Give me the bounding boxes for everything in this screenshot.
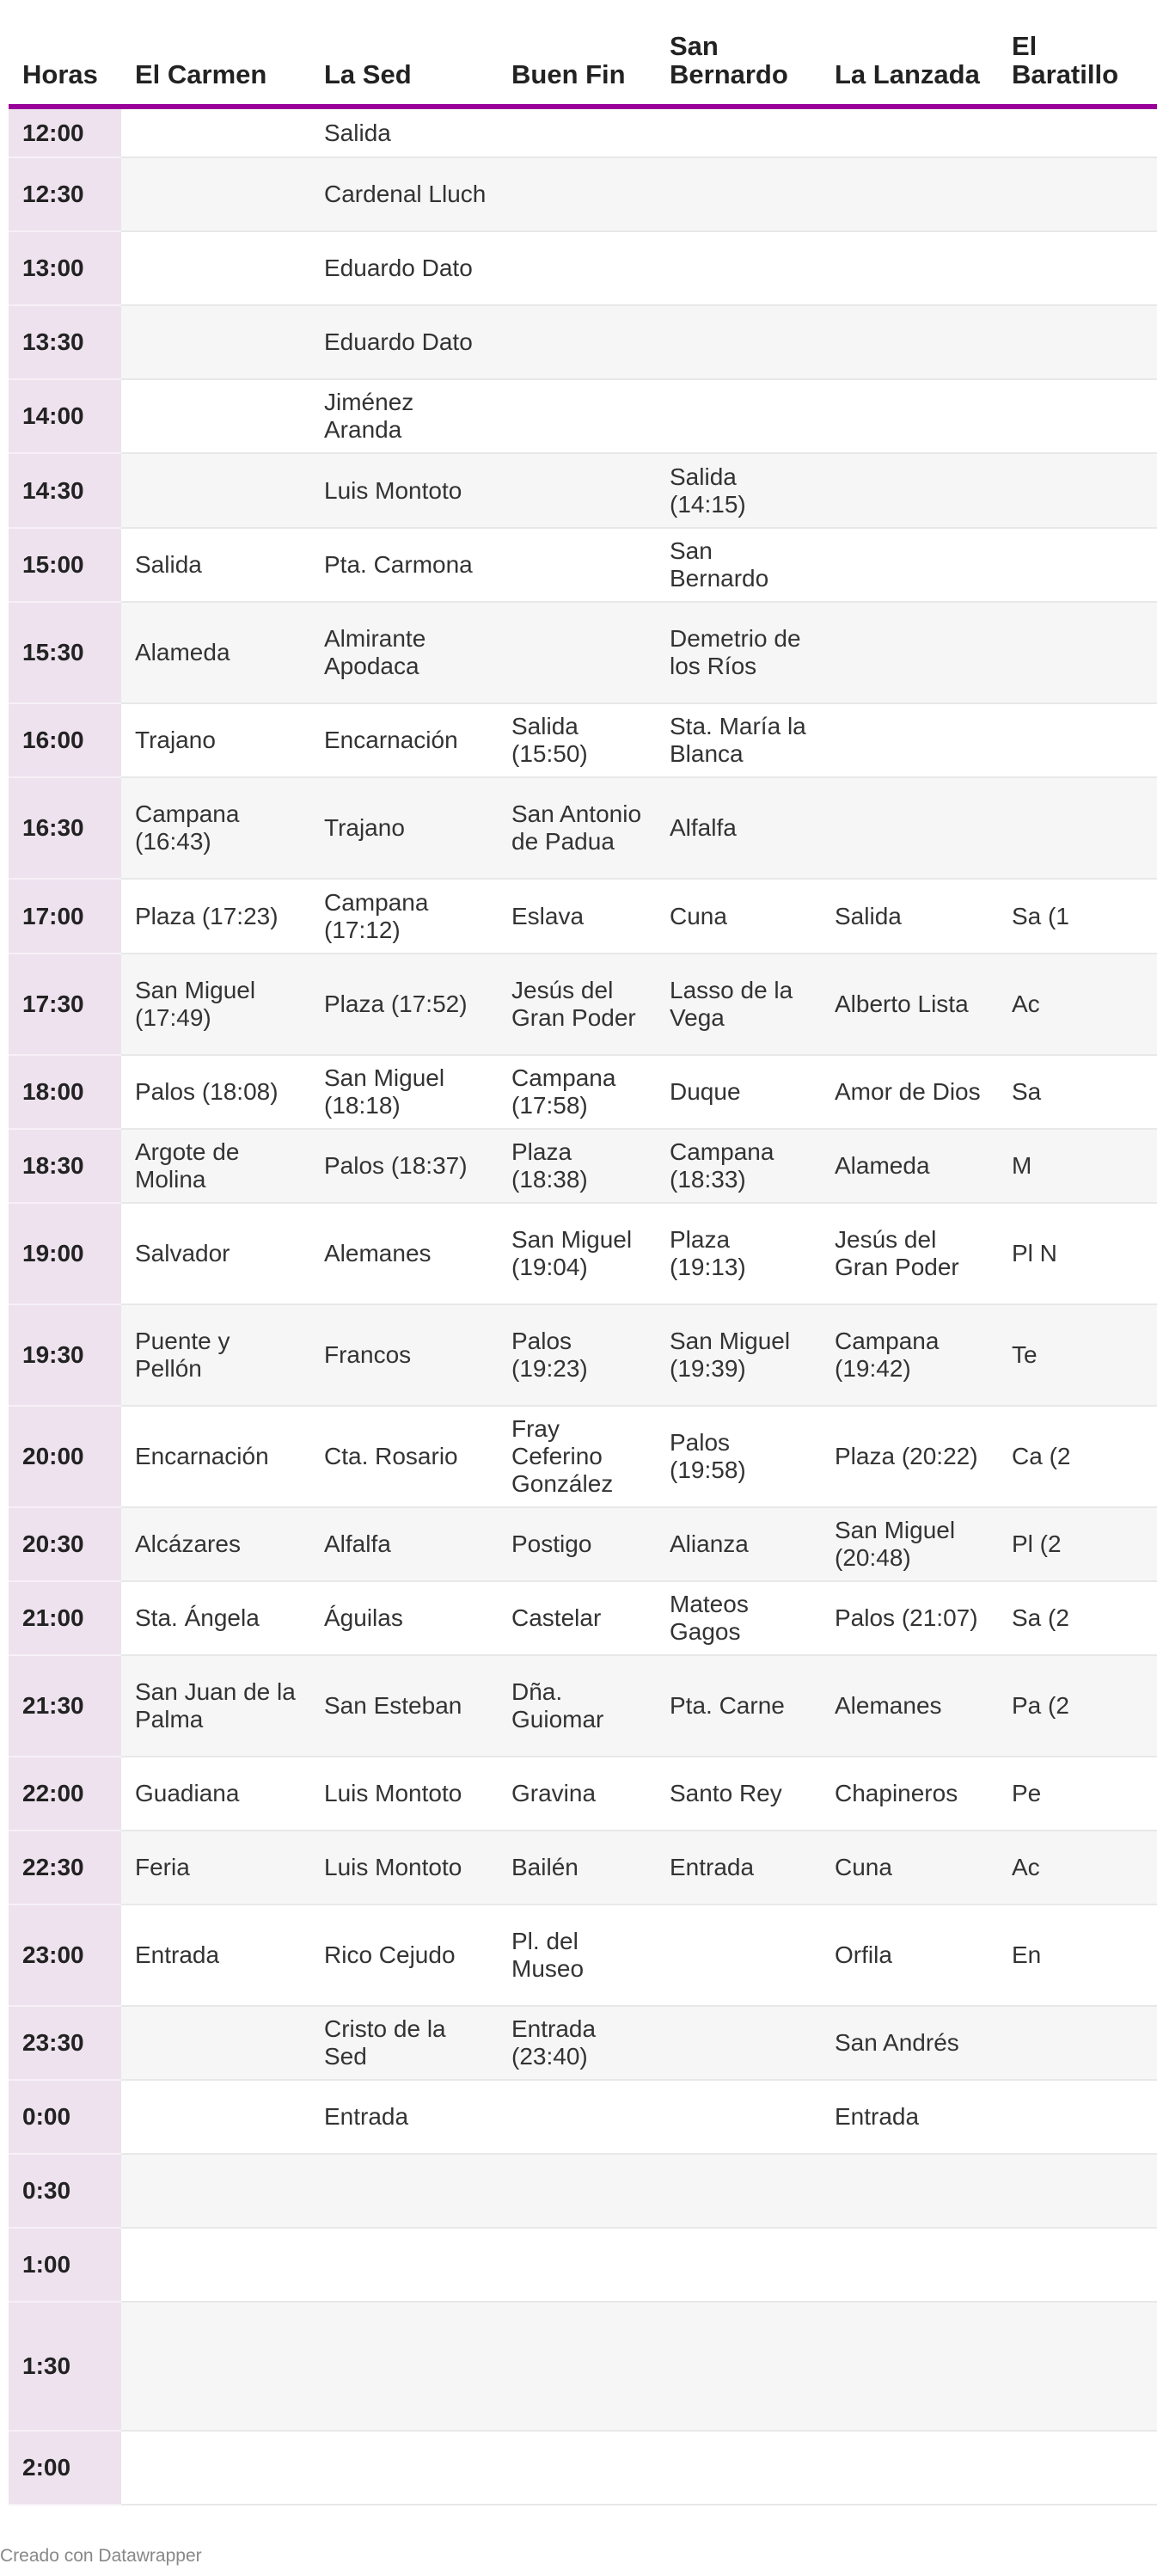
table-cell xyxy=(821,305,998,379)
table-cell: Cuna xyxy=(656,879,821,954)
table-cell xyxy=(656,2006,821,2080)
table-cell: Palos (18:08) xyxy=(121,1055,310,1129)
table-cell: Sta. María la Blanca xyxy=(656,703,821,777)
table-cell: Fray Ceferino González xyxy=(498,1406,656,1507)
table-cell: M xyxy=(998,1129,1157,1203)
table-cell xyxy=(821,528,998,602)
table-cell: San Miguel (19:04) xyxy=(498,1203,656,1304)
table-cell: Salida (15:50) xyxy=(498,703,656,777)
table-cell xyxy=(998,2302,1157,2431)
table-cell: Mateos Gagos xyxy=(656,1581,821,1655)
table-cell: Campana (18:33) xyxy=(656,1129,821,1203)
table-cell: San Antonio de Padua xyxy=(498,777,656,879)
table-row xyxy=(9,1304,1157,1406)
table-cell xyxy=(498,453,656,528)
table-cell: Almirante Apodaca xyxy=(310,602,498,703)
table-cell xyxy=(498,2228,656,2302)
table-cell xyxy=(821,379,998,453)
table-cell xyxy=(498,157,656,231)
table-cell: Alfalfa xyxy=(310,1507,498,1581)
table-cell: Rico Cejudo xyxy=(310,1904,498,2006)
table-cell xyxy=(821,231,998,305)
table-cell xyxy=(498,305,656,379)
column-header-la-lanzada[interactable]: La Lanzada xyxy=(821,0,998,107)
table-cell xyxy=(821,2302,998,2431)
table-cell: Alameda xyxy=(121,602,310,703)
table-row xyxy=(9,1831,1157,1904)
table-cell: Pe xyxy=(998,1757,1157,1831)
column-header-el-carmen[interactable]: El Carmen xyxy=(121,0,310,107)
table-row xyxy=(9,2302,1157,2431)
table-cell: Eduardo Dato xyxy=(310,305,498,379)
table-cell: Jesús del Gran Poder xyxy=(498,954,656,1055)
table-row xyxy=(9,2080,1157,2154)
table-cell xyxy=(121,2154,310,2228)
table-row xyxy=(9,2431,1157,2505)
hour-cell: 16:30 xyxy=(9,777,121,879)
hour-cell: 21:30 xyxy=(9,1655,121,1757)
table-cell: Ca (2 xyxy=(998,1406,1157,1507)
table-cell xyxy=(656,2080,821,2154)
table-cell: Trajano xyxy=(121,703,310,777)
table-cell xyxy=(121,2302,310,2431)
table-cell: Santo Rey xyxy=(656,1757,821,1831)
table-cell: Francos xyxy=(310,1304,498,1406)
table-row xyxy=(9,1203,1157,1304)
table-cell xyxy=(998,453,1157,528)
table-cell xyxy=(821,157,998,231)
table-cell xyxy=(998,379,1157,453)
table-cell xyxy=(998,231,1157,305)
table-cell xyxy=(121,305,310,379)
table-cell: Campana (17:12) xyxy=(310,879,498,954)
table-cell xyxy=(121,453,310,528)
table-cell: Pta. Carne xyxy=(656,1655,821,1757)
table-cell: Sa (1 xyxy=(998,879,1157,954)
table-cell xyxy=(121,2080,310,2154)
table-cell xyxy=(121,2228,310,2302)
table-cell: Trajano xyxy=(310,777,498,879)
table-cell xyxy=(121,107,310,157)
table-cell: Plaza (17:52) xyxy=(310,954,498,1055)
table-cell: Encarnación xyxy=(121,1406,310,1507)
table-cell: Cta. Rosario xyxy=(310,1406,498,1507)
table-cell xyxy=(498,231,656,305)
table-cell: Plaza (19:13) xyxy=(656,1203,821,1304)
column-header-san-bernardo[interactable]: San Bernardo xyxy=(656,0,821,107)
table-cell: San Miguel (19:39) xyxy=(656,1304,821,1406)
hour-cell: 22:30 xyxy=(9,1831,121,1904)
hour-cell: 19:00 xyxy=(9,1203,121,1304)
table-cell xyxy=(656,107,821,157)
table-cell xyxy=(498,2080,656,2154)
table-cell xyxy=(498,602,656,703)
table-cell: Plaza (20:22) xyxy=(821,1406,998,1507)
hour-cell: 23:00 xyxy=(9,1904,121,2006)
table-cell: San Esteban xyxy=(310,1655,498,1757)
table-cell xyxy=(656,2154,821,2228)
table-cell xyxy=(498,528,656,602)
hour-cell: 17:30 xyxy=(9,954,121,1055)
hour-cell: 22:00 xyxy=(9,1757,121,1831)
table-row xyxy=(9,2154,1157,2228)
table-cell: Salida xyxy=(310,107,498,157)
table-cell xyxy=(821,107,998,157)
table-cell: Amor de Dios xyxy=(821,1055,998,1129)
hour-cell: 15:30 xyxy=(9,602,121,703)
hour-cell: 12:00 xyxy=(9,107,121,157)
table-row xyxy=(9,879,1157,954)
table-cell: Orfila xyxy=(821,1904,998,2006)
table-row xyxy=(9,602,1157,703)
table-cell: Chapineros xyxy=(821,1757,998,1831)
table-row xyxy=(9,777,1157,879)
hour-cell: 20:00 xyxy=(9,1406,121,1507)
table-cell xyxy=(821,703,998,777)
table-cell: Argote de Molina xyxy=(121,1129,310,1203)
table-cell: Salida (14:15) xyxy=(656,453,821,528)
table-cell: Ac xyxy=(998,954,1157,1055)
table-cell: Alfalfa xyxy=(656,777,821,879)
table-cell xyxy=(656,305,821,379)
hour-cell: 0:00 xyxy=(9,2080,121,2154)
table-row xyxy=(9,157,1157,231)
table-cell: Alianza xyxy=(656,1507,821,1581)
table-cell: Pl. del Museo xyxy=(498,1904,656,2006)
table-row xyxy=(9,703,1157,777)
table-cell: Salida xyxy=(121,528,310,602)
table-cell: Alcázares xyxy=(121,1507,310,1581)
table-cell xyxy=(998,2431,1157,2505)
column-header-buen-fin[interactable]: Buen Fin xyxy=(498,0,656,107)
table-cell xyxy=(821,777,998,879)
table-cell xyxy=(821,2154,998,2228)
table-cell xyxy=(998,157,1157,231)
table-cell: Cuna xyxy=(821,1831,998,1904)
table-cell xyxy=(498,107,656,157)
hour-cell: 15:00 xyxy=(9,528,121,602)
table-cell xyxy=(121,2431,310,2505)
table-cell: Puente y Pellón xyxy=(121,1304,310,1406)
table-row xyxy=(9,1655,1157,1757)
table-row xyxy=(9,107,1157,157)
table-row xyxy=(9,1581,1157,1655)
table-cell: Entrada (23:40) xyxy=(498,2006,656,2080)
table-cell xyxy=(821,453,998,528)
table-cell xyxy=(656,379,821,453)
table-cell: Demetrio de los Ríos xyxy=(656,602,821,703)
table-cell xyxy=(821,2431,998,2505)
table-row xyxy=(9,1507,1157,1581)
table-row xyxy=(9,1055,1157,1129)
table-cell: San Miguel (17:49) xyxy=(121,954,310,1055)
table-cell: Plaza (18:38) xyxy=(498,1129,656,1203)
footer-credit[interactable]: Creado con Datawrapper xyxy=(0,2546,202,2566)
table-row xyxy=(9,231,1157,305)
table-cell: Jesús del Gran Poder xyxy=(821,1203,998,1304)
table-cell xyxy=(656,231,821,305)
table-cell: Pl (2 xyxy=(998,1507,1157,1581)
table-cell: Pta. Carmona xyxy=(310,528,498,602)
table-cell: Duque xyxy=(656,1055,821,1129)
table-row xyxy=(9,528,1157,602)
table-cell xyxy=(821,602,998,703)
table-cell: Alberto Lista xyxy=(821,954,998,1055)
table-row xyxy=(9,1904,1157,2006)
table-cell: Entrada xyxy=(121,1904,310,2006)
table-cell xyxy=(498,2302,656,2431)
table-cell xyxy=(998,305,1157,379)
table-cell xyxy=(998,2228,1157,2302)
table-row xyxy=(9,305,1157,379)
table-cell: Eslava xyxy=(498,879,656,954)
table-cell: Entrada xyxy=(310,2080,498,2154)
table-cell: Eduardo Dato xyxy=(310,231,498,305)
table-cell xyxy=(121,231,310,305)
table-cell xyxy=(656,2302,821,2431)
table-cell xyxy=(656,1904,821,2006)
column-header-la-sed[interactable]: La Sed xyxy=(310,0,498,107)
hour-cell: 1:30 xyxy=(9,2302,121,2431)
table-cell xyxy=(656,2431,821,2505)
table-cell: Plaza (17:23) xyxy=(121,879,310,954)
table-cell: Dña. Guiomar xyxy=(498,1655,656,1757)
hour-cell: 21:00 xyxy=(9,1581,121,1655)
table-cell: Palos (18:37) xyxy=(310,1129,498,1203)
table-cell xyxy=(656,2228,821,2302)
table-cell xyxy=(998,528,1157,602)
table-cell xyxy=(310,2154,498,2228)
hour-cell: 12:30 xyxy=(9,157,121,231)
table-cell: San Juan de la Palma xyxy=(121,1655,310,1757)
table-cell: Jiménez Aranda xyxy=(310,379,498,453)
table-cell: Entrada xyxy=(821,2080,998,2154)
table-row xyxy=(9,1129,1157,1203)
column-header-horas[interactable]: Horas xyxy=(9,0,121,107)
table-cell: San Miguel (20:48) xyxy=(821,1507,998,1581)
table-cell: Cardenal Lluch xyxy=(310,157,498,231)
table-cell: Cristo de la Sed xyxy=(310,2006,498,2080)
table-row xyxy=(9,453,1157,528)
table-cell: Luis Montoto xyxy=(310,1757,498,1831)
hour-cell: 1:00 xyxy=(9,2228,121,2302)
table-cell: Te xyxy=(998,1304,1157,1406)
table-cell: Ac xyxy=(998,1831,1157,1904)
table-cell: Luis Montoto xyxy=(310,1831,498,1904)
table-cell: Castelar xyxy=(498,1581,656,1655)
table-cell: Luis Montoto xyxy=(310,453,498,528)
table-cell: Bailén xyxy=(498,1831,656,1904)
table-cell: Pa (2 xyxy=(998,1655,1157,1757)
table-cell xyxy=(998,2080,1157,2154)
table-cell: Sa xyxy=(998,1055,1157,1129)
table-cell: En xyxy=(998,1904,1157,2006)
table-cell xyxy=(998,703,1157,777)
table-cell: Alemanes xyxy=(821,1655,998,1757)
table-cell xyxy=(310,2228,498,2302)
table-cell: Sta. Ángela xyxy=(121,1581,310,1655)
table-row xyxy=(9,954,1157,1055)
table-cell xyxy=(821,2228,998,2302)
table-cell xyxy=(998,2154,1157,2228)
table-cell: Salida xyxy=(821,879,998,954)
table-cell: San Bernardo xyxy=(656,528,821,602)
table-cell xyxy=(498,379,656,453)
hour-cell: 18:30 xyxy=(9,1129,121,1203)
table-cell xyxy=(121,157,310,231)
hour-cell: 2:00 xyxy=(9,2431,121,2505)
table-cell: Feria xyxy=(121,1831,310,1904)
table-cell: Alameda xyxy=(821,1129,998,1203)
table-cell xyxy=(998,107,1157,157)
table-cell: Guadiana xyxy=(121,1757,310,1831)
table-cell xyxy=(656,157,821,231)
table-cell: Águilas xyxy=(310,1581,498,1655)
hour-cell: 17:00 xyxy=(9,879,121,954)
table-cell xyxy=(121,379,310,453)
table-cell: Alemanes xyxy=(310,1203,498,1304)
table-cell: Gravina xyxy=(498,1757,656,1831)
table-cell: Sa (2 xyxy=(998,1581,1157,1655)
table-cell: Palos (21:07) xyxy=(821,1581,998,1655)
hour-cell: 18:00 xyxy=(9,1055,121,1129)
hour-cell: 14:00 xyxy=(9,379,121,453)
table-cell: Palos (19:58) xyxy=(656,1406,821,1507)
table-row xyxy=(9,1406,1157,1507)
table-cell: San Miguel (18:18) xyxy=(310,1055,498,1129)
hour-cell: 13:00 xyxy=(9,231,121,305)
table-cell: Entrada xyxy=(656,1831,821,1904)
table-cell: Postigo xyxy=(498,1507,656,1581)
table-cell: Salvador xyxy=(121,1203,310,1304)
table-cell: Campana (19:42) xyxy=(821,1304,998,1406)
table-cell: Pl N xyxy=(998,1203,1157,1304)
table-row xyxy=(9,2006,1157,2080)
table-cell xyxy=(498,2431,656,2505)
table-cell: Campana (16:43) xyxy=(121,777,310,879)
table-row xyxy=(9,1757,1157,1831)
hour-cell: 16:00 xyxy=(9,703,121,777)
table-cell: San Andrés xyxy=(821,2006,998,2080)
hour-cell: 20:30 xyxy=(9,1507,121,1581)
schedule-table xyxy=(9,0,1157,2505)
schedule-table-container xyxy=(9,0,1119,2528)
table-cell: Campana (17:58) xyxy=(498,1055,656,1129)
hour-cell: 14:30 xyxy=(9,453,121,528)
table-cell: Palos (19:23) xyxy=(498,1304,656,1406)
table-row xyxy=(9,379,1157,453)
table-cell xyxy=(998,777,1157,879)
table-cell: Lasso de la Vega xyxy=(656,954,821,1055)
hour-cell: 13:30 xyxy=(9,305,121,379)
table-cell xyxy=(998,602,1157,703)
hour-cell: 19:30 xyxy=(9,1304,121,1406)
hour-cell: 23:30 xyxy=(9,2006,121,2080)
table-header-row xyxy=(9,0,1157,107)
table-cell xyxy=(498,2154,656,2228)
table-row xyxy=(9,2228,1157,2302)
table-cell xyxy=(121,2006,310,2080)
table-cell: Encarnación xyxy=(310,703,498,777)
table-cell xyxy=(998,2006,1157,2080)
table-cell xyxy=(310,2431,498,2505)
hour-cell: 0:30 xyxy=(9,2154,121,2228)
column-header-el-baratillo[interactable]: El Baratillo xyxy=(998,0,1157,107)
table-cell xyxy=(310,2302,498,2431)
